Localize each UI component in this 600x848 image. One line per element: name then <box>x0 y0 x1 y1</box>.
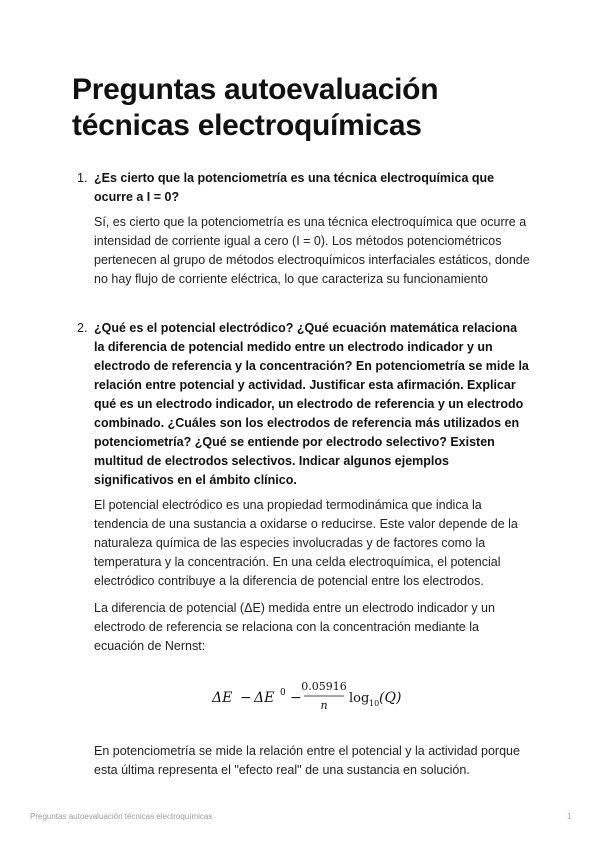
document-page <box>72 72 530 780</box>
answer-paragraph: Sí, es cierto que la potenciometría es una técnica electroquímica que ocurre a intensidad de corriente igual a cero (I = 0). Los métodos potenciométricos pertenecen al grupo de métodos electroquímicos interfaciales estáticos, donde no hay flujo de corriente eléctrica, lo que caracteriza su funcionamiento <box>94 215 530 286</box>
answer-paragraph: El potencial electródico es una propiedad termodinámica que indica la tendencia de una sustancia a oxidarse o reducirse. Este valor depende de la naturaleza química de las especies involucradas y de factores como la temperatura y la concentración. En una celda electroquímica, el potencial electródico contribuye a la diferencia de potencial entre los electrodos. <box>94 498 518 588</box>
answer-paragraph: En potenciometría se mide la relación entre el potencial y la actividad porque esta última representa el "efecto real" de una sustancia en solución. <box>94 744 520 777</box>
equation-argument: (Q) <box>379 690 402 706</box>
equation-numerator: 0.05916 <box>301 680 347 693</box>
question-number: 1. <box>77 171 88 185</box>
question-text: ¿Qué es el potencial electródico? ¿Qué ecuación matemática relaciona la diferencia de potencial medido entre un electrodo indicador y un electrodo de referencia y la concentración? En potenciometría se mide la relación entre potencial y actividad. Justificar esta afirmación. Explicar qué es un electrodo indicador, un electrodo de referencia y un electrodo combinado. ¿Cuáles son los electrodos de referencia más utilizados en potenciometría? ¿Qué se entiende por electrodo selectivo? Existen multitud de electrodos selectivos. Indicar algunos ejemplos significativos en el ámbito clínico. <box>94 321 529 487</box>
question-item <box>72 319 530 780</box>
equation-graphic <box>212 676 412 720</box>
answer-paragraph: La diferencia de potencial (ΔE) medida entre un electrodo indicador y un electrodo de referencia se relaciona con la concentración mediante la ecuación de Nernst: <box>94 601 495 653</box>
question-number: 2. <box>77 321 88 335</box>
question-text: ¿Es cierto que la potenciometría es una técnica electroquímica que ocurre a I = 0? <box>94 171 495 204</box>
equation-superscript: 0 <box>280 688 286 698</box>
equation-e-zero: ΔE <box>254 690 275 706</box>
document-title: Preguntas autoevaluación técnicas electroquímicas <box>72 73 439 142</box>
equation-log-base: 10 <box>369 699 380 708</box>
nernst-equation <box>94 676 530 720</box>
equation-minus-1: − <box>240 690 252 706</box>
equation-log: log <box>349 691 370 706</box>
equation-lhs: ΔE <box>212 690 233 706</box>
equation-minus-2: − <box>290 690 302 706</box>
question-list <box>72 169 530 780</box>
equation-denominator: n <box>320 699 328 712</box>
footer-title: Preguntas autoevaluación técnicas electroquímicas <box>30 812 213 821</box>
footer-page-number: 1 <box>567 812 572 821</box>
question-item <box>72 169 530 289</box>
